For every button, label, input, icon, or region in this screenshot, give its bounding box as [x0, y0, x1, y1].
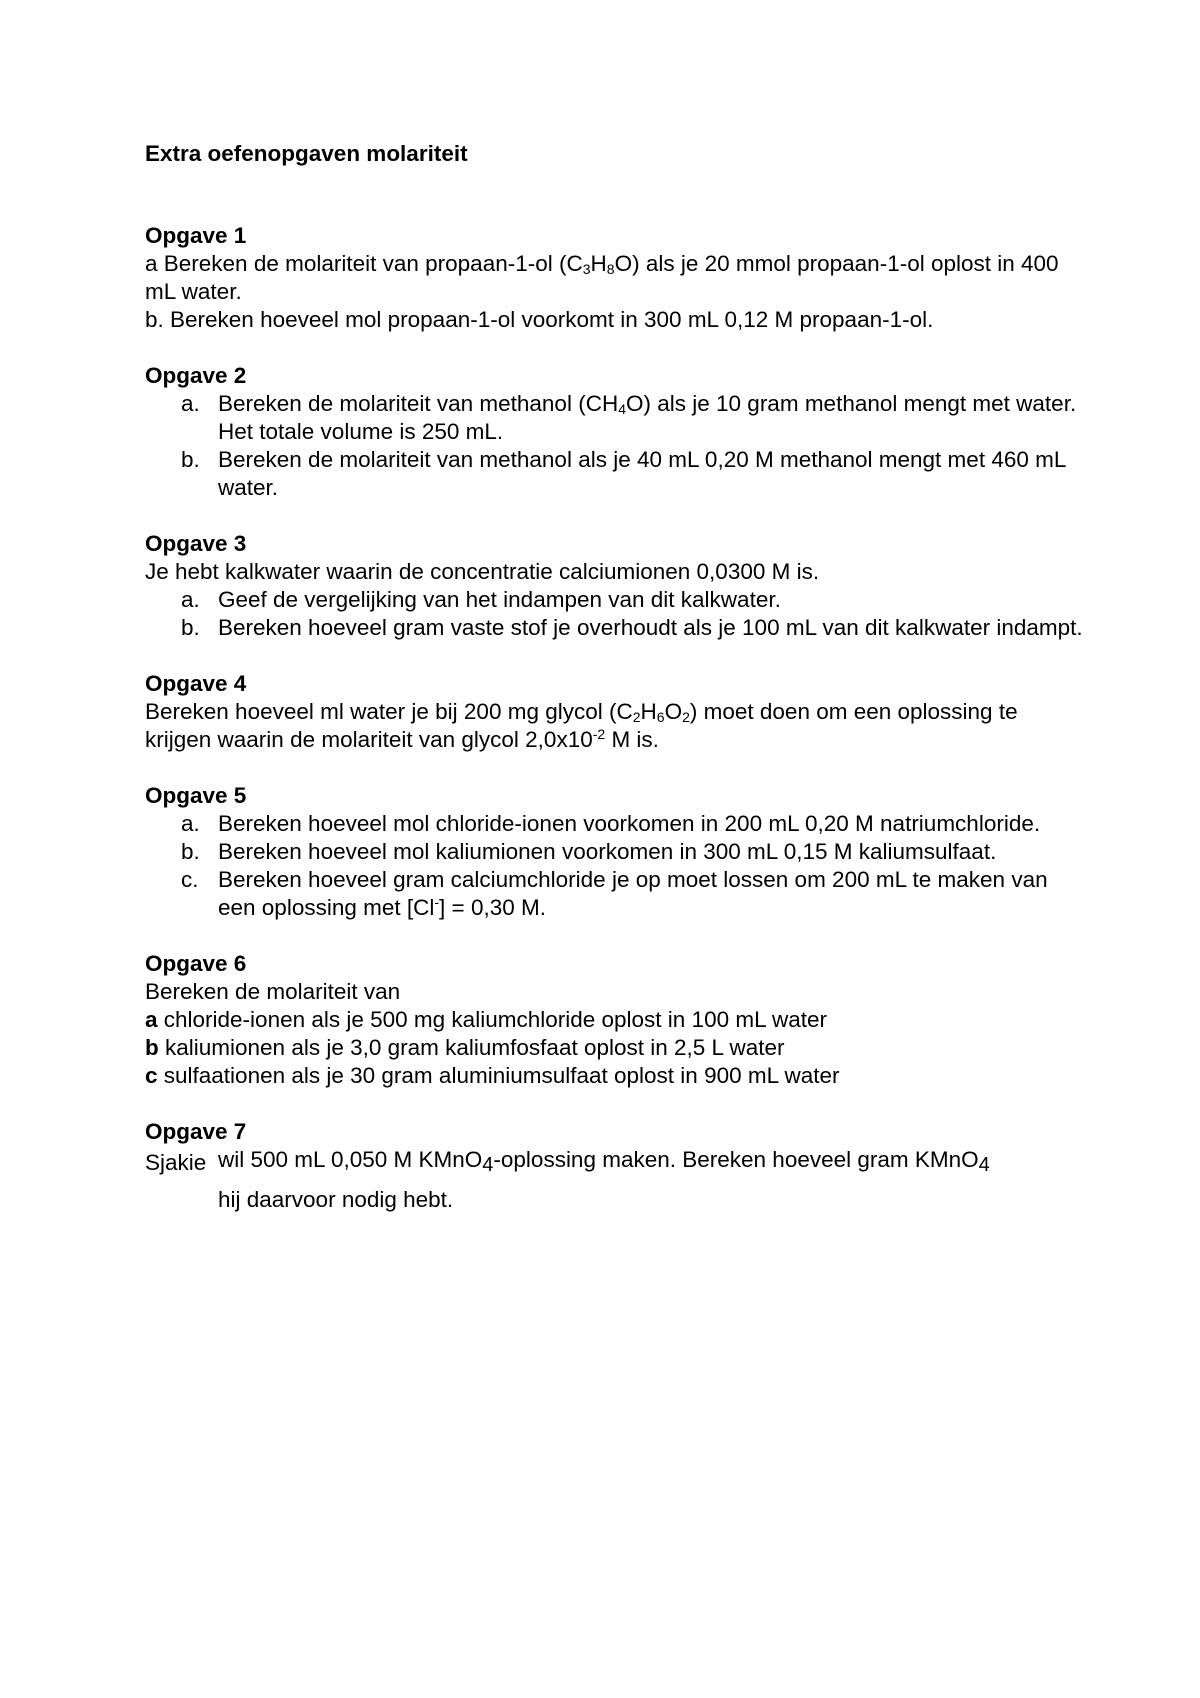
- question-label: a: [145, 1007, 158, 1032]
- opgave-5-list: [145, 810, 1085, 922]
- text: H: [590, 251, 607, 276]
- text: Bereken hoeveel ml water je bij 200 mg glycol (C: [145, 699, 633, 724]
- question-label: b: [145, 1035, 159, 1060]
- opgave-4-question: [145, 698, 1085, 754]
- opgave-6-question-c: [145, 1062, 1085, 1090]
- list-item: [145, 446, 1085, 502]
- list-marker: b.: [181, 615, 200, 640]
- document-title: Extra oefenopgaven molariteit: [145, 141, 468, 166]
- opgave-7-line-1: [218, 1146, 990, 1174]
- text: wil 500 mL 0,050 M KMnO: [218, 1147, 483, 1172]
- opgave-6-question-b: [145, 1034, 1085, 1062]
- text: chloride-ionen als je 500 mg kaliumchloride oplost in 100 mL water: [157, 1007, 828, 1032]
- opgave-3-heading: Opgave 3: [145, 531, 247, 556]
- opgave-7-line-2: hij daarvoor nodig hebt.: [218, 1187, 454, 1212]
- opgave-4-heading: Opgave 4: [145, 671, 247, 696]
- text: ) moet doen om een oplossing te krijgen waarin de molariteit van glycol 2,0x10: [145, 699, 1018, 752]
- text: Bereken hoeveel gram calciumchloride je op moet lossen om 200 mL te maken van een oplossing met [Cl: [218, 867, 1048, 920]
- document-page: [145, 140, 1085, 1244]
- subscript: 2: [632, 709, 641, 725]
- opgave-1-question-b: b. Bereken hoeveel mol propaan-1-ol voorkomt in 300 mL 0,12 M propaan-1-ol.: [145, 307, 934, 332]
- list-item: [145, 810, 1085, 838]
- text: kaliumionen als je 3,0 gram kaliumfosfaat oplost in 2,5 L water: [158, 1035, 785, 1060]
- text: H: [640, 699, 657, 724]
- list-marker: a.: [181, 391, 200, 416]
- list-item: [145, 866, 1085, 922]
- list-marker: a.: [181, 811, 200, 836]
- opgave-3: [145, 530, 1085, 642]
- list-item: [145, 586, 1085, 614]
- opgave-5-heading: Opgave 5: [145, 783, 247, 808]
- opgave-2-heading: Opgave 2: [145, 363, 247, 388]
- opgave-1: [145, 222, 1085, 334]
- superscript: -: [434, 894, 440, 910]
- text: ] = 0,30 M.: [439, 895, 546, 920]
- text: O: [664, 699, 683, 724]
- list-item: [145, 614, 1085, 642]
- text: Bereken de molariteit van methanol (CH: [218, 391, 619, 416]
- opgave-7-lead: Sjakie: [145, 1150, 207, 1175]
- opgave-2-list: [145, 390, 1085, 502]
- question-label: c: [145, 1063, 158, 1088]
- subscript: 6: [656, 709, 665, 725]
- text: sulfaationen als je 30 gram aluminiumsulfaat oplost in 900 mL water: [157, 1063, 840, 1088]
- subscript: 4: [978, 1154, 990, 1176]
- text: Geef de vergelijking van het indampen van dit kalkwater.: [218, 587, 781, 612]
- opgave-7-question: [145, 1146, 1085, 1216]
- text: O) als je 10 gram methanol mengt met water. Het totale volume is 250 mL.: [218, 391, 1077, 444]
- opgave-6-intro: Bereken de molariteit van: [145, 979, 401, 1004]
- text: a Bereken de molariteit van propaan-1-ol (C: [145, 251, 583, 276]
- opgave-3-intro: Je hebt kalkwater waarin de concentratie calciumionen 0,0300 M is.: [145, 559, 820, 584]
- text: Bereken de molariteit van methanol als je 40 mL 0,20 M methanol mengt met 460 mL water.: [218, 447, 1066, 500]
- list-marker: b.: [181, 447, 200, 472]
- subscript: 8: [606, 261, 615, 277]
- subscript: 3: [582, 261, 591, 277]
- opgave-2: [145, 362, 1085, 502]
- opgave-1-heading: Opgave 1: [145, 223, 247, 248]
- opgave-6: [145, 950, 1085, 1090]
- opgave-6-heading: Opgave 6: [145, 951, 247, 976]
- opgave-5: [145, 782, 1085, 922]
- text: M is.: [605, 727, 659, 752]
- opgave-7: [145, 1118, 1085, 1216]
- list-item: [145, 390, 1085, 446]
- subscript: 4: [618, 401, 626, 417]
- opgave-7-heading: Opgave 7: [145, 1119, 247, 1144]
- list-marker: b.: [181, 839, 200, 864]
- opgave-1-question-a: [145, 250, 1085, 306]
- text: Bereken hoeveel mol chloride-ionen voorkomen in 200 mL 0,20 M natriumchloride.: [218, 811, 1041, 836]
- superscript: -2: [592, 726, 606, 742]
- text: Bereken hoeveel mol kaliumionen voorkomen in 300 mL 0,15 M kaliumsulfaat.: [218, 839, 997, 864]
- list-marker: c.: [181, 867, 199, 892]
- opgave-3-list: [145, 586, 1085, 642]
- subscript: 4: [482, 1154, 494, 1176]
- text: -oplossing maken. Bereken hoeveel gram KMnO: [493, 1147, 979, 1172]
- list-item: [145, 838, 1085, 866]
- text: Bereken hoeveel gram vaste stof je overhoudt als je 100 mL van dit kalkwater indampt.: [218, 615, 1083, 640]
- opgave-4: [145, 670, 1085, 754]
- opgave-6-question-a: [145, 1006, 1085, 1034]
- list-marker: a.: [181, 587, 200, 612]
- text: O) als je 20 mmol propaan-1-ol oplost in 400 mL water.: [145, 251, 1059, 304]
- subscript: 2: [682, 709, 690, 725]
